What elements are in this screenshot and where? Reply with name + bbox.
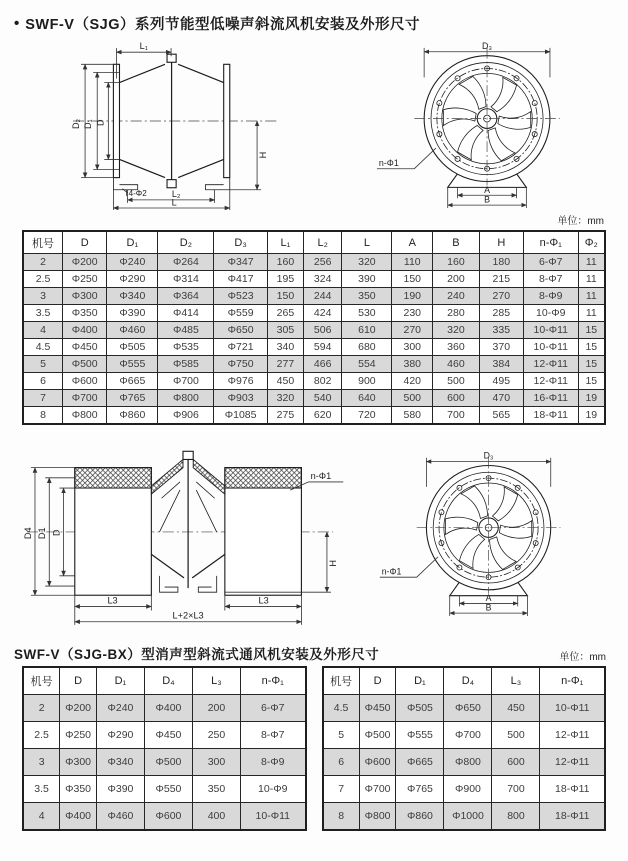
table-cell: 5 [323, 722, 360, 749]
table-cell: 7 [23, 390, 63, 407]
table-cell: 610 [342, 322, 392, 339]
column-header: n-Φ₁ [523, 231, 578, 254]
dim-label-D3: D₃ [482, 40, 493, 51]
table-cell: 500 [433, 373, 480, 390]
table-cell: 240 [433, 288, 480, 305]
table-cell: 3.5 [23, 776, 60, 803]
table-cell: Φ1000 [444, 803, 492, 831]
table-cell: 4.5 [323, 695, 360, 722]
column-header: Φ₂ [578, 231, 605, 254]
table-cell: 8-Φ9 [240, 749, 305, 776]
column-header: D₁ [396, 667, 444, 695]
table-row [23, 271, 605, 288]
table-cell: Φ600 [144, 803, 192, 831]
table-cell: 4 [23, 803, 60, 831]
table-cell: 190 [392, 288, 433, 305]
dim-label-foot-holes: 4-Φ2 [128, 188, 147, 198]
table-cell: 320 [433, 322, 480, 339]
table-cell: 424 [303, 305, 341, 322]
table-cell: 5 [23, 356, 63, 373]
table-cell: 8 [23, 407, 63, 425]
table-cell: 700 [433, 407, 480, 425]
table-cell: Φ414 [158, 305, 214, 322]
table-cell: 370 [479, 339, 523, 356]
muffler-dimensions-tables [0, 666, 628, 831]
table-row [23, 695, 306, 722]
table-cell: 11 [578, 271, 605, 288]
table-cell: 2 [23, 695, 60, 722]
table-cell: 275 [267, 407, 303, 425]
section2-title: SWF-V（SJG-BX）型消声型斜流式通风机安装及外形尺寸 [14, 647, 380, 662]
diagram-row-1 [0, 34, 628, 210]
table-cell: 18-Φ11 [540, 776, 605, 803]
table-cell: Φ700 [444, 722, 492, 749]
table-cell: Φ903 [214, 390, 268, 407]
table-cell: Φ665 [396, 749, 444, 776]
table-cell: Φ1085 [214, 407, 268, 425]
table-cell: 554 [342, 356, 392, 373]
dim-label-D4: D4 [22, 527, 33, 540]
table-cell: Φ290 [107, 271, 158, 288]
dim-label-D2: D₂ [71, 118, 82, 130]
column-header: H [479, 231, 523, 254]
column-header: B [433, 231, 480, 254]
table-cell: 10-Φ9 [523, 305, 578, 322]
table-cell: Φ460 [107, 322, 158, 339]
column-header: D [60, 667, 97, 695]
table-cell: Φ550 [144, 776, 192, 803]
table-cell: 500 [392, 390, 433, 407]
column-header: L₂ [303, 231, 341, 254]
table-cell: 11 [578, 305, 605, 322]
table-cell: 335 [479, 322, 523, 339]
table-row [23, 373, 605, 390]
table-row [23, 722, 306, 749]
muffler-fan-side-view-diagram [18, 437, 348, 633]
table-cell: 180 [479, 254, 523, 271]
dim-label-muffler-D1: D1 [37, 527, 48, 540]
table-cell: 12-Φ11 [523, 356, 578, 373]
table-cell: 12-Φ11 [540, 749, 605, 776]
table-cell: 150 [392, 271, 433, 288]
table-row [23, 390, 605, 407]
table-cell: Φ240 [96, 695, 144, 722]
table-cell: Φ765 [107, 390, 158, 407]
section2-title-row [0, 635, 628, 666]
table-cell: 620 [303, 407, 341, 425]
table-cell: 200 [433, 271, 480, 288]
table-cell: 900 [342, 373, 392, 390]
table-cell: 565 [479, 407, 523, 425]
table-cell: 360 [433, 339, 480, 356]
column-header: 机号 [323, 667, 360, 695]
table-cell: 4.5 [23, 339, 63, 356]
table-cell: 680 [342, 339, 392, 356]
table-cell: 265 [267, 305, 303, 322]
dim-label-A: A [484, 184, 490, 195]
table-cell: 11 [578, 288, 605, 305]
table-cell: Φ390 [107, 305, 158, 322]
table-cell: 2.5 [23, 722, 60, 749]
column-header: n-Φ₁ [540, 667, 605, 695]
table-cell: 640 [342, 390, 392, 407]
table-row [323, 776, 606, 803]
table-cell: Φ300 [63, 288, 107, 305]
table-cell: 460 [433, 356, 480, 373]
table-cell: Φ450 [63, 339, 107, 356]
table-cell: Φ500 [63, 356, 107, 373]
table-row [23, 305, 605, 322]
header-row [23, 231, 605, 254]
table-cell: Φ559 [214, 305, 268, 322]
table-cell: Φ290 [96, 722, 144, 749]
table-cell: Φ264 [158, 254, 214, 271]
header-row [323, 667, 606, 695]
column-header: D₃ [214, 231, 268, 254]
table-cell: 300 [392, 339, 433, 356]
table-cell: Φ250 [63, 271, 107, 288]
table-row [23, 322, 605, 339]
table-cell: 160 [433, 254, 480, 271]
table-cell: 270 [392, 322, 433, 339]
table-cell: 420 [392, 373, 433, 390]
column-header: L [342, 231, 392, 254]
table-cell: Φ200 [60, 695, 97, 722]
table-cell: Φ500 [359, 722, 396, 749]
dim-label-L2: L₂ [171, 188, 181, 199]
table-cell: 8 [323, 803, 360, 831]
table-row [23, 776, 306, 803]
table-cell: Φ721 [214, 339, 268, 356]
table-cell: Φ600 [359, 749, 396, 776]
table-cell: 15 [578, 373, 605, 390]
table-cell: Φ650 [444, 695, 492, 722]
table-cell: 600 [433, 390, 480, 407]
table-cell: 540 [303, 390, 341, 407]
table-cell: 720 [342, 407, 392, 425]
table-cell: 470 [479, 390, 523, 407]
table-cell: Φ400 [144, 695, 192, 722]
table-cell: Φ340 [107, 288, 158, 305]
table-row [323, 722, 606, 749]
table-cell: 270 [479, 288, 523, 305]
table-cell: 530 [342, 305, 392, 322]
table-cell: 380 [392, 356, 433, 373]
table-cell: 277 [267, 356, 303, 373]
dim-label-n-phi1: n-Φ1 [378, 157, 399, 168]
table-cell: Φ650 [214, 322, 268, 339]
table-cell: Φ340 [96, 749, 144, 776]
table-cell: 450 [492, 695, 540, 722]
dim-label-muffler-H: H [328, 560, 339, 567]
table-cell: 280 [433, 305, 480, 322]
table-row [23, 339, 605, 356]
table-cell: 466 [303, 356, 341, 373]
table-row [23, 749, 306, 776]
table-cell: Φ505 [107, 339, 158, 356]
table-cell: 15 [578, 339, 605, 356]
page-title: SWF-V（SJG）系列节能型低噪声斜流风机安装及外形尺寸 [25, 17, 420, 33]
table-cell: 16-Φ11 [523, 390, 578, 407]
dim-label-D3: D₃ [483, 450, 494, 461]
table-cell: Φ860 [396, 803, 444, 831]
table-cell: Φ450 [144, 722, 192, 749]
table-cell: Φ700 [158, 373, 214, 390]
table-cell: 305 [267, 322, 303, 339]
dim-label-total-length: L+2×L3 [172, 610, 204, 621]
table-row [23, 288, 605, 305]
table-cell: 230 [392, 305, 433, 322]
table-cell: 160 [267, 254, 303, 271]
fan-side-view-diagram [18, 38, 310, 210]
table-cell: 11 [578, 254, 605, 271]
table-cell: Φ700 [63, 390, 107, 407]
table-cell: 320 [267, 390, 303, 407]
table-row [323, 695, 606, 722]
bullet-icon: • [14, 15, 20, 32]
dim-label-A: A [485, 593, 492, 603]
muffler-dimensions-table-right [322, 666, 607, 831]
table-cell: Φ555 [396, 722, 444, 749]
table-cell: Φ364 [158, 288, 214, 305]
table-cell: 12-Φ11 [540, 722, 605, 749]
table-cell: Φ347 [214, 254, 268, 271]
table-cell: 6 [23, 373, 63, 390]
table-cell: 802 [303, 373, 341, 390]
fan-dimensions-table [22, 230, 606, 425]
table-cell: 506 [303, 322, 341, 339]
dim-label-H: H [258, 151, 269, 159]
table-cell: 400 [192, 803, 240, 831]
dim-label-B: B [484, 194, 490, 205]
table-cell: Φ400 [60, 803, 97, 831]
table-cell: 495 [479, 373, 523, 390]
table-cell: 3.5 [23, 305, 63, 322]
dim-label-L: L [171, 197, 177, 208]
table-cell: 250 [192, 722, 240, 749]
table-cell: Φ976 [214, 373, 268, 390]
table-cell: 285 [479, 305, 523, 322]
table-cell: 6-Φ7 [240, 695, 305, 722]
table-cell: 8-Φ7 [240, 722, 305, 749]
table-cell: Φ485 [158, 322, 214, 339]
dim-label-n-phi1: n-Φ1 [381, 566, 402, 577]
muffler-dimensions-table-left [22, 666, 307, 831]
column-header: D₂ [158, 231, 214, 254]
table-cell: 594 [303, 339, 341, 356]
table-cell: 500 [492, 722, 540, 749]
table-cell: Φ750 [214, 356, 268, 373]
table-cell: 320 [342, 254, 392, 271]
dim-label-muffler-D: D [51, 529, 62, 537]
table-cell: 3 [23, 288, 63, 305]
column-header: n-Φ₁ [240, 667, 305, 695]
table-cell: 3 [23, 749, 60, 776]
table-cell: Φ500 [144, 749, 192, 776]
column-header: L₃ [492, 667, 540, 695]
column-header: D₄ [144, 667, 192, 695]
dim-label-D: D [95, 119, 106, 127]
dim-label-B: B [485, 602, 492, 613]
dim-label-D1: D₁ [83, 119, 94, 130]
table-cell: 15 [578, 356, 605, 373]
table-cell: 10-Φ11 [240, 803, 305, 831]
table-cell: 700 [492, 776, 540, 803]
table-cell: 215 [479, 271, 523, 288]
table-cell: Φ390 [96, 776, 144, 803]
table-cell: Φ240 [107, 254, 158, 271]
table-cell: Φ600 [63, 373, 107, 390]
section1-title-row [0, 0, 628, 34]
column-header: D₁ [107, 231, 158, 254]
table-row [23, 356, 605, 373]
dim-label-muffler-n-phi1: n-Φ1 [310, 470, 332, 481]
table-cell: Φ350 [60, 776, 97, 803]
table-cell: 19 [578, 407, 605, 425]
table-cell: Φ906 [158, 407, 214, 425]
table-cell: Φ800 [359, 803, 396, 831]
dim-label-L1: L₁ [139, 41, 148, 52]
table-cell: 8-Φ9 [523, 288, 578, 305]
table-cell: 450 [267, 373, 303, 390]
column-header: L₃ [192, 667, 240, 695]
column-header: 机号 [23, 667, 60, 695]
muffler-fan-front-view-diagram [372, 437, 610, 629]
table-cell: 8-Φ7 [523, 271, 578, 288]
table-cell: 18-Φ11 [540, 803, 605, 831]
table-cell: 256 [303, 254, 341, 271]
table-cell: Φ535 [158, 339, 214, 356]
table-cell: 600 [492, 749, 540, 776]
column-header: 机号 [23, 231, 63, 254]
table-cell: 340 [267, 339, 303, 356]
diagram-row-2 [0, 433, 628, 633]
table-cell: 4 [23, 322, 63, 339]
table-cell: 195 [267, 271, 303, 288]
table-cell: 19 [578, 390, 605, 407]
dim-label-L3-right: L3 [258, 595, 269, 606]
column-header: D [359, 667, 396, 695]
table-cell: 7 [323, 776, 360, 803]
table-row [323, 749, 606, 776]
table-cell: Φ523 [214, 288, 268, 305]
column-header: A [392, 231, 433, 254]
table-row [323, 803, 606, 831]
fan-front-view-diagram [369, 38, 610, 210]
table-cell: 10-Φ11 [523, 339, 578, 356]
table-cell: Φ200 [63, 254, 107, 271]
table-cell: 10-Φ9 [240, 776, 305, 803]
column-header: L₁ [267, 231, 303, 254]
table-cell: 800 [492, 803, 540, 831]
table-cell: 15 [578, 322, 605, 339]
column-header: D₄ [444, 667, 492, 695]
table-row [23, 254, 605, 271]
table-cell: Φ800 [444, 749, 492, 776]
unit-label-1: 单位：mm [557, 216, 604, 227]
table-cell: 2.5 [23, 271, 63, 288]
table-cell: 10-Φ11 [523, 322, 578, 339]
table-cell: Φ314 [158, 271, 214, 288]
unit-label-2: 单位：mm [559, 652, 606, 663]
table-cell: Φ417 [214, 271, 268, 288]
table-cell: 6 [323, 749, 360, 776]
table-cell: 350 [342, 288, 392, 305]
table-cell: 6-Φ7 [523, 254, 578, 271]
table-cell: 200 [192, 695, 240, 722]
table-cell: 18-Φ11 [523, 407, 578, 425]
table-cell: Φ505 [396, 695, 444, 722]
header-row [23, 667, 306, 695]
dim-label-L3-left: L3 [107, 595, 118, 606]
table-cell: Φ300 [60, 749, 97, 776]
table-cell: Φ350 [63, 305, 107, 322]
table-cell: 10-Φ11 [540, 695, 605, 722]
table-cell: Φ585 [158, 356, 214, 373]
table-cell: 324 [303, 271, 341, 288]
column-header: D [63, 231, 107, 254]
table-cell: 244 [303, 288, 341, 305]
table-row [23, 407, 605, 425]
column-header: D₁ [96, 667, 144, 695]
table-cell: 2 [23, 254, 63, 271]
table-cell: 110 [392, 254, 433, 271]
table-cell: 350 [192, 776, 240, 803]
table-cell: 384 [479, 356, 523, 373]
table-cell: Φ900 [444, 776, 492, 803]
table-cell: Φ700 [359, 776, 396, 803]
table-cell: Φ665 [107, 373, 158, 390]
table-cell: Φ800 [63, 407, 107, 425]
table-cell: 12-Φ11 [523, 373, 578, 390]
table-row [23, 803, 306, 831]
table-cell: 580 [392, 407, 433, 425]
table-cell: Φ460 [96, 803, 144, 831]
table-cell: Φ450 [359, 695, 396, 722]
table-cell: Φ555 [107, 356, 158, 373]
table-cell: 390 [342, 271, 392, 288]
table-cell: Φ250 [60, 722, 97, 749]
table-cell: Φ800 [158, 390, 214, 407]
table-cell: 150 [267, 288, 303, 305]
table-cell: Φ400 [63, 322, 107, 339]
table-cell: 300 [192, 749, 240, 776]
table-cell: Φ860 [107, 407, 158, 425]
table-cell: Φ765 [396, 776, 444, 803]
